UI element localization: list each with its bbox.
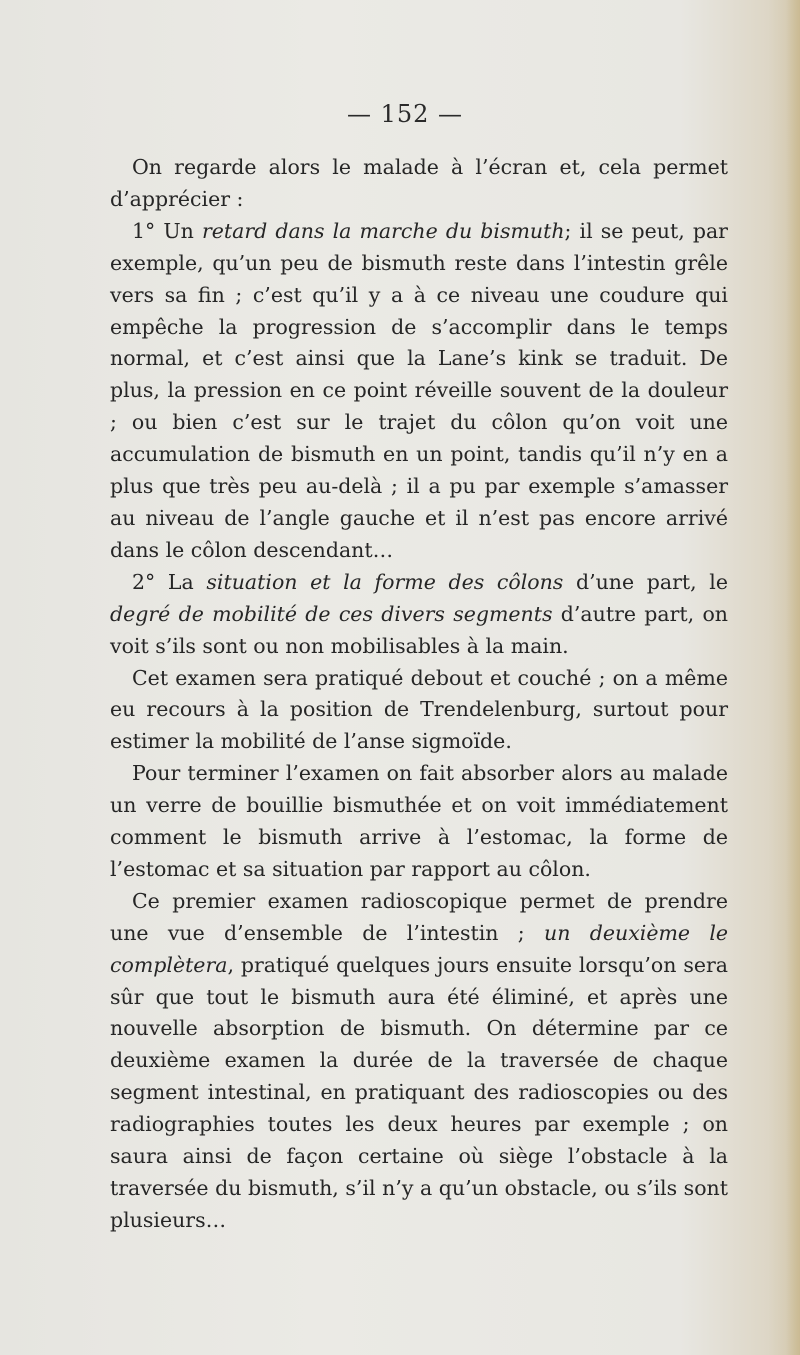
text-run: On regarde alors le malade à l’écran et, cela permet d’apprécier : (110, 155, 728, 211)
paragraph (110, 216, 728, 567)
paragraph (110, 886, 728, 1237)
text-run: , pratiqué quelques jours ensuite lorsqu’on sera sûr que tout le bismuth aura été éliminé, et après une nouvelle absorption de bismuth. On détermine par ce deuxième examen la durée de la traversée de chaque segment intestinal, en pratiquant des radioscopies ou des radiographies toutes les deux heures par exemple ; on saura ainsi de façon certaine où siège l’obstacle à la traversée du bismuth, s’il n’y a qu’un obstacle, ou s’ils sont plusieurs… (110, 952, 728, 1232)
text-run: Ce premier examen radioscopique permet de prendre une vue d’ensemble de l’intestin ; (110, 888, 728, 945)
paragraph (110, 152, 728, 216)
italic-phrase: situation et la forme des côlons (206, 569, 564, 594)
text-run: d’une part, le (563, 569, 728, 594)
text-run: 2° La (132, 569, 207, 594)
page-edge-shadow (786, 0, 800, 1355)
text-run: ; il se peut, par exemple, qu’un peu de bismuth reste dans l’intestin grêle vers sa fin ; c’est qu’il y a à ce niveau une coudure qui empêche la progression de s’accomplir dans le temps normal, et c’est ainsi que la Lane’s kink se traduit. De plus, la pression en ce point réveille souvent de la douleur ; ou bien c’est sur le trajet du côlon qu’on voit une accumulation de bismuth en un point, tandis qu’il n’y en a plus que très peu au-delà ; il a pu par exemple s’amasser au niveau de l’angle gauche et il n’est pas encore arrivé dans le côlon descendant… (110, 218, 728, 562)
paragraph (110, 567, 728, 663)
italic-phrase: degré de mobilité de ces divers segments (110, 601, 553, 626)
text-run: Pour terminer l’examen on fait absorber alors au malade un verre de bouillie bismuthée et on voit immédiatement comment le bismuth arrive à l’estomac, la forme de l’estomac et sa situation par rapport au côlon. (110, 761, 728, 881)
paragraph (110, 758, 728, 886)
text-run: d’autre part, on voit s’ils sont ou non mobilisables à la main. (110, 601, 728, 658)
paragraph (110, 663, 728, 759)
italic-phrase: un deuxième le complètera (110, 920, 729, 977)
italic-phrase: retard dans la marche du bismuth (201, 218, 565, 243)
text-run: 1° Un (132, 218, 202, 243)
page-number: — 152 — (346, 100, 464, 128)
text-run: Cet examen sera pratiqué debout et couché ; on a même eu recours à la position de Trendelenburg, surtout pour estimer la mobilité de l’anse sigmoïde. (110, 665, 728, 754)
body-text (110, 152, 728, 1237)
